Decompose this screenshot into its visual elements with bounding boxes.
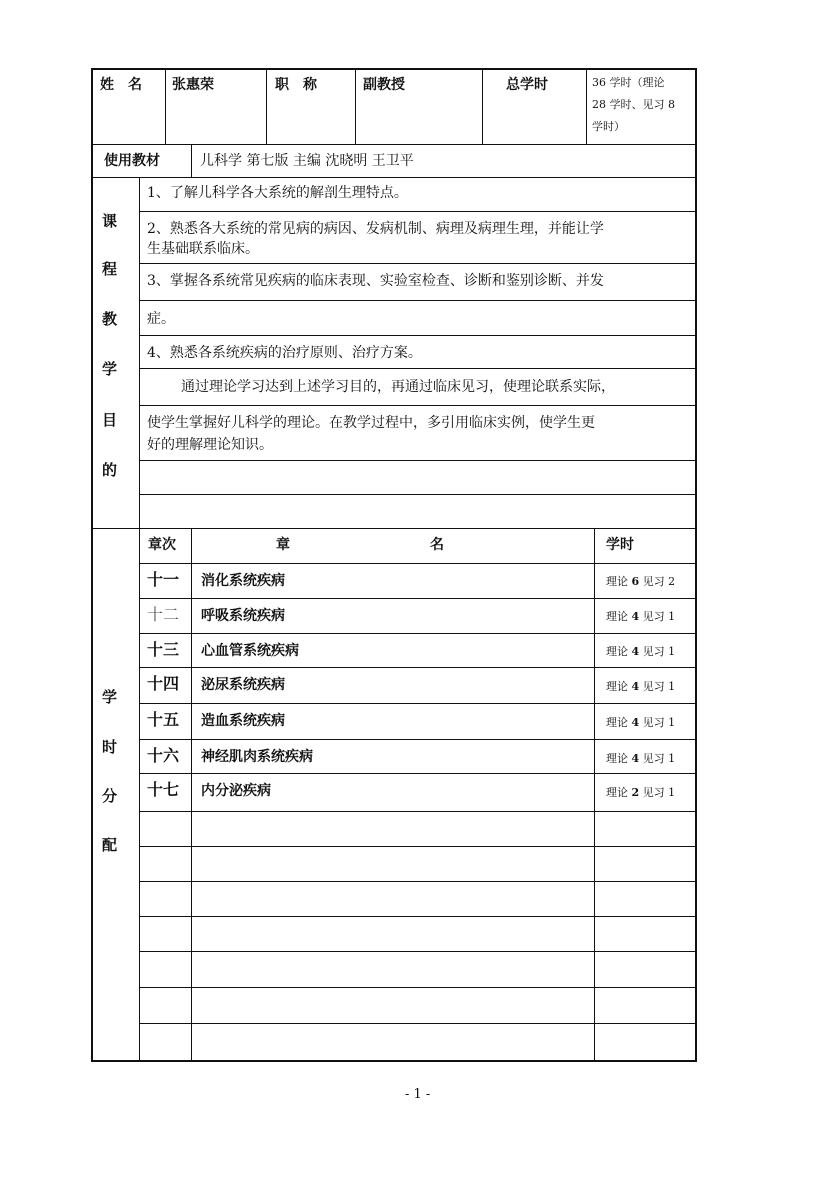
side-char: 目 (102, 411, 118, 429)
side-char: 程 (102, 260, 118, 278)
textbook-label: 使用教材 (104, 153, 160, 169)
page-number: - 1 - (405, 1087, 431, 1102)
side-char: 分 (102, 787, 118, 805)
total-hours-line3: 学时） (592, 120, 625, 133)
chapter-number: 十六 (147, 746, 180, 765)
objective-item-3-line1: 3、掌握各系统常见疾病的临床表现、实验室检查、诊断和鉴别诊断、并发 (147, 273, 604, 289)
chapter-name: 呼吸系统疾病 (201, 608, 285, 624)
objective-paragraph-line2: 使学生掌握好儿科学的理论。在教学过程中，多引用临床实例，使学生更 (147, 415, 595, 431)
chapter-number: 十四 (147, 674, 180, 693)
column-header-name-2: 名 (430, 537, 444, 553)
column-header-chapter: 章次 (148, 537, 176, 553)
chapter-number: 十五 (147, 710, 180, 729)
chapter-name: 消化系统疾病 (201, 573, 285, 589)
side-char: 学 (102, 360, 118, 378)
title-value: 副教授 (363, 77, 405, 93)
objective-paragraph-line3: 好的理解理论知识。 (147, 437, 273, 453)
side-char: 课 (102, 212, 118, 230)
chapter-name: 造血系统疾病 (201, 713, 285, 729)
chapter-name: 泌尿系统疾病 (201, 677, 285, 693)
side-char: 教 (102, 310, 118, 328)
chapter-name: 内分泌疾病 (201, 783, 271, 799)
chapter-name: 心血管系统疾病 (201, 643, 299, 659)
side-char: 的 (102, 461, 118, 479)
side-char: 配 (102, 836, 118, 854)
objective-item-1: 1、了解儿科学各大系统的解剖生理特点。 (147, 185, 408, 201)
chapter-hours: 理论 4 见习 1 (606, 645, 676, 658)
name-value: 张惠荣 (172, 77, 214, 93)
total-hours-line1: 36 学时（理论 (592, 76, 665, 89)
side-char: 学 (102, 688, 118, 706)
objective-item-4: 4、熟悉各系统疾病的治疗原则、治疗方案。 (147, 345, 422, 361)
chapter-number: 十二 (147, 605, 180, 624)
chapter-hours: 理论 4 见习 1 (606, 680, 676, 693)
chapter-hours: 理论 4 见习 1 (606, 610, 676, 623)
total-hours-label: 总学时 (506, 77, 548, 93)
chapter-hours: 理论 4 见习 1 (606, 716, 676, 729)
column-header-hours: 学时 (606, 537, 634, 553)
chapter-hours: 理论 4 见习 1 (606, 752, 676, 765)
objective-item-2-line1: 2、熟悉各大系统的常见病的病因、发病机制、病理及病理生理，并能让学 (147, 221, 604, 237)
column-header-name-1: 章 (276, 537, 290, 553)
chapter-number: 十七 (147, 780, 180, 799)
chapter-hours: 理论 2 见习 1 (606, 786, 676, 799)
chapter-name: 神经肌肉系统疾病 (201, 749, 313, 765)
name-label: 姓 名 (100, 77, 142, 93)
total-hours-line2: 28 学时、见习 8 (592, 98, 675, 111)
title-label: 职 称 (275, 77, 317, 93)
chapter-number: 十一 (147, 570, 180, 589)
textbook-value: 儿科学 第七版 主编 沈晓明 王卫平 (200, 153, 414, 169)
chapter-number: 十三 (147, 640, 180, 659)
side-char: 时 (102, 738, 118, 756)
objective-item-3-line2: 症。 (147, 311, 175, 327)
chapter-hours: 理论 6 见习 2 (606, 575, 676, 588)
objective-paragraph-line1: 通过理论学习达到上述学习目的，再通过临床见习，使理论联系实际， (181, 379, 615, 395)
objective-item-2-line2: 生基础联系临床。 (147, 241, 259, 257)
